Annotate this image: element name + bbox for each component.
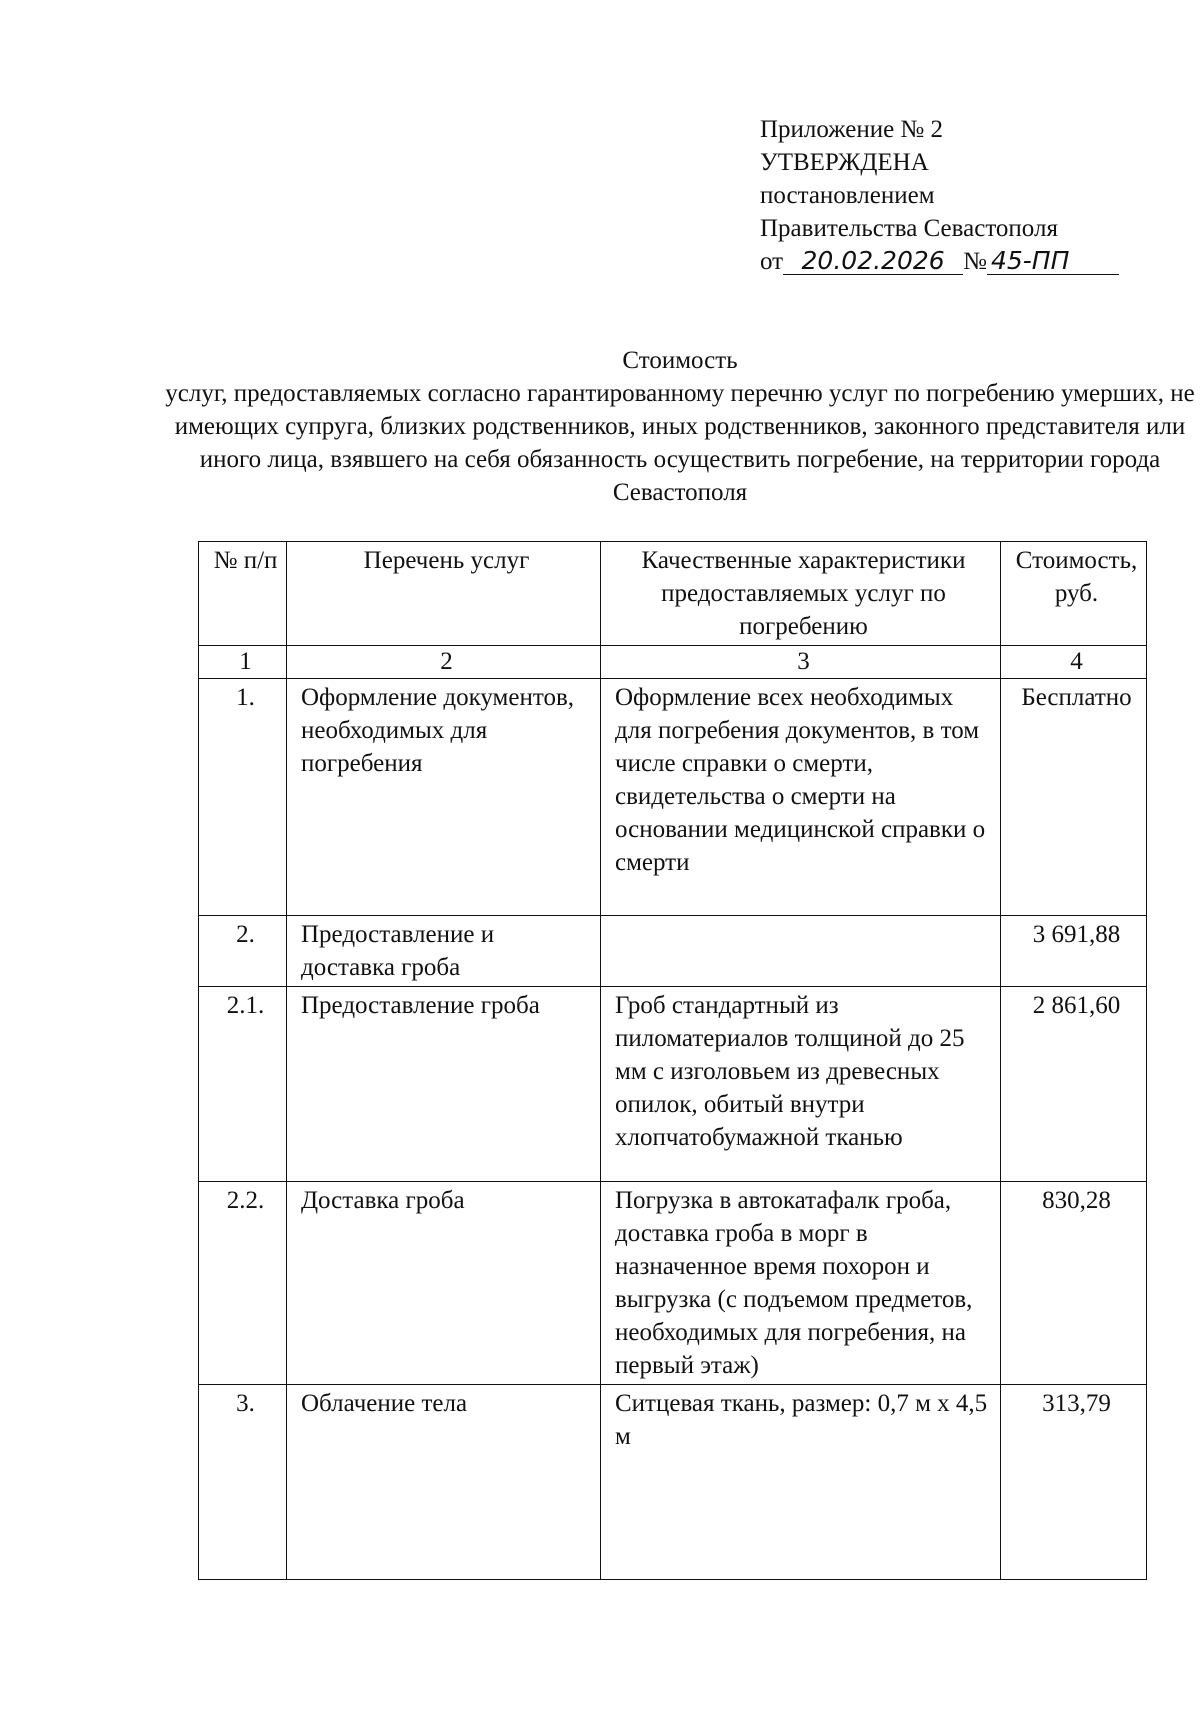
- row-description: Погрузка в автокатафалк гроба, доставка гроба в морг в назначенное время похорон и выгрузка (с подъемом предметов, необходимых для погребения, на первый этаж): [601, 1182, 1001, 1385]
- resolution-date-line: [760, 245, 1160, 278]
- row-number: 2.2.: [199, 1182, 287, 1385]
- table-row: [199, 1182, 1147, 1385]
- services-table: [198, 541, 1147, 1580]
- header-service: Перечень услуг: [287, 542, 601, 646]
- appendix-number: Приложение № 2: [760, 116, 944, 143]
- row-price: 830,28: [1001, 1182, 1147, 1385]
- header-price: Стоимость, руб.: [1001, 542, 1147, 646]
- row-price: 313,79: [1001, 1385, 1147, 1580]
- row-price: 3 691,88: [1001, 916, 1147, 987]
- resolution-label: постановлением: [760, 182, 935, 209]
- table-row: [199, 916, 1147, 987]
- row-number: 3.: [199, 1385, 287, 1580]
- row-price: Бесплатно: [1001, 679, 1147, 916]
- handwritten-date: 20.02.2026: [783, 248, 963, 275]
- column-index: 1: [199, 646, 287, 679]
- title-main: Стоимость: [622, 347, 738, 374]
- number-prefix: №: [963, 248, 987, 275]
- row-description: Оформление всех необходимых для погребения документов, в том числе справки о смерти, свидетельства о смерти на основании медицинской справки о смерти: [601, 679, 1001, 916]
- row-service: Оформление документов, необходимых для погребения: [287, 679, 601, 916]
- header-number: № п/п: [199, 542, 287, 646]
- government-label: Правительства Севастополя: [760, 215, 1058, 242]
- row-service: Предоставление гроба: [287, 987, 601, 1182]
- approval-stamp-block: [760, 113, 1160, 278]
- row-description: Ситцевая ткань, размер: 0,7 м х 4,5 м: [601, 1385, 1001, 1580]
- table-header-row: [199, 542, 1147, 646]
- table-row: [199, 1385, 1147, 1580]
- column-index: 3: [601, 646, 1001, 679]
- row-service: Доставка гроба: [287, 1182, 601, 1385]
- table-row: [199, 679, 1147, 916]
- title-subtitle: услуг, предоставляемых согласно гарантированному перечню услуг по погребению умерших, не имеющих супруга, близких родственников, иных родственников, законного представителя или иного лица, взявшего на себя обязанность осуществить погребение, на территории города Севастополя: [165, 380, 1195, 506]
- table-column-index-row: [199, 646, 1147, 679]
- row-service: Предоставление и доставка гроба: [287, 916, 601, 987]
- row-description: [601, 916, 1001, 987]
- header-description: Качественные характеристики предоставляемых услуг по погребению: [601, 542, 1001, 646]
- handwritten-number: 45-ПП: [987, 248, 1119, 275]
- row-number: 1.: [199, 679, 287, 916]
- row-description: Гроб стандартный из пиломатериалов толщиной до 25 мм с изголовьем из древесных опилок, обитый внутри хлопчатобумажной тканью: [601, 987, 1001, 1182]
- row-service: Облачение тела: [287, 1385, 601, 1580]
- document-title: [150, 344, 1200, 509]
- row-price: 2 861,60: [1001, 987, 1147, 1182]
- column-index: 4: [1001, 646, 1147, 679]
- approved-label: УТВЕРЖДЕНА: [760, 149, 929, 176]
- date-prefix: от: [760, 248, 784, 275]
- column-index: 2: [287, 646, 601, 679]
- table-row: [199, 987, 1147, 1182]
- row-number: 2.1.: [199, 987, 287, 1182]
- row-number: 2.: [199, 916, 287, 987]
